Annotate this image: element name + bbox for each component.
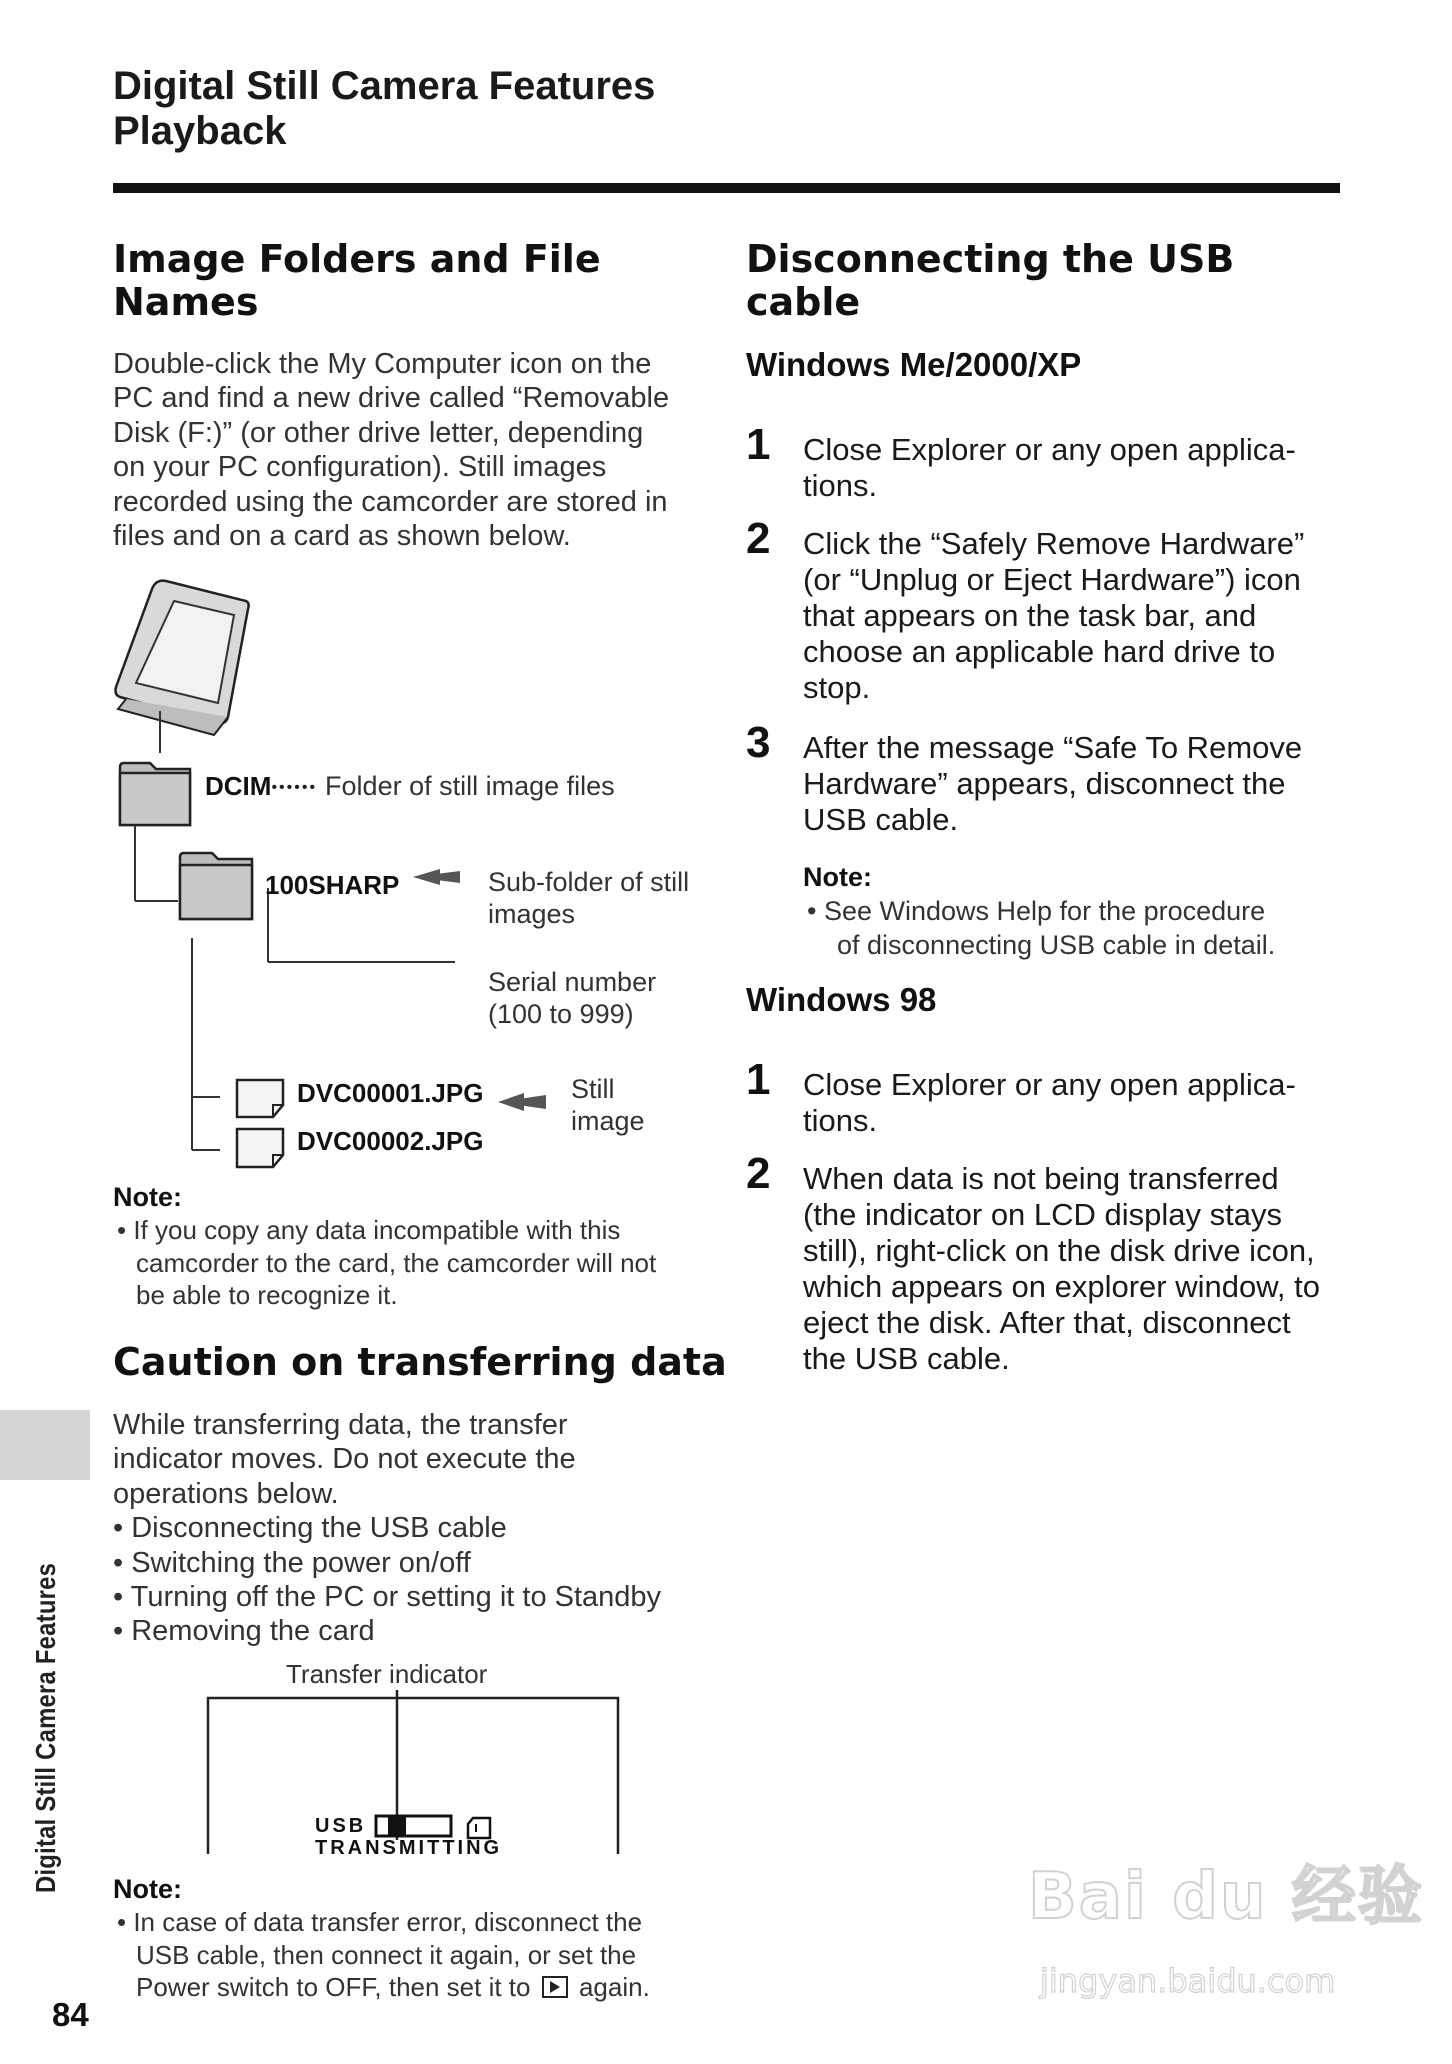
paragraph-line: files and on a card as shown below. — [113, 520, 571, 553]
image-folders-paragraph — [113, 347, 669, 553]
title-line: Image Folders and File — [113, 237, 601, 281]
label-line: (100 to 999) — [488, 999, 634, 1029]
title-line: cable — [746, 280, 861, 324]
label-line: images — [488, 899, 576, 929]
step-number: 2 — [746, 1149, 771, 1198]
note-line-part: Power switch to OFF, then set it to — [136, 1972, 531, 2002]
step-line: When data is not being transferred — [803, 1161, 1279, 1196]
note-title: Note: — [113, 1182, 182, 1212]
lcd-transmitting-text: TRANSMITTING — [315, 1837, 503, 1859]
paragraph-line: recorded using the camcorder are stored in — [113, 485, 668, 518]
note-body — [117, 1214, 656, 1312]
step-line: eject the disk. After that, disconnect — [803, 1305, 1291, 1340]
transfer-bar-icon — [376, 1816, 451, 1836]
step-text — [803, 1067, 1296, 1139]
label-line: Serial number — [488, 967, 657, 997]
section-title-disconnecting-usb — [746, 238, 1234, 324]
dcim-description: Folder of still image files — [325, 771, 615, 801]
section-title-image-folders — [113, 238, 601, 324]
paragraph-line: operations below. — [113, 1477, 339, 1510]
still-image-label — [571, 1073, 645, 1137]
step-text — [803, 1161, 1320, 1377]
header-rule — [113, 183, 1340, 193]
caution-paragraph — [113, 1408, 661, 1649]
step-number: 1 — [746, 420, 771, 469]
note-line: camcorder to the card, the camcorder will not — [136, 1247, 657, 1278]
step-line: USB cable. — [803, 802, 959, 837]
file-name-2: DVC00002.JPG — [297, 1126, 484, 1156]
step-line: which appears on explorer window, to — [803, 1269, 1320, 1304]
note-body — [807, 894, 1275, 962]
heading-windows-me: Windows Me/2000/XP — [746, 346, 1082, 383]
step-line: After the message “Safe To Remove — [803, 730, 1303, 765]
bullet-item: • Disconnecting the USB cable — [113, 1512, 507, 1545]
bullet-item: • Switching the power on/off — [113, 1546, 471, 1579]
subfolder-icon — [180, 853, 252, 919]
leader-dots: •••••• — [271, 779, 318, 796]
note-line: • See Windows Help for the procedure — [807, 896, 1266, 926]
dcim-folder-name: DCIM — [205, 771, 272, 801]
side-tab-marker — [0, 1410, 90, 1480]
step-line: still), right-click on the disk drive icon, — [803, 1233, 1315, 1268]
step-line: (the indicator on LCD display stays — [803, 1197, 1283, 1232]
section-title-caution: Caution on transferring data — [113, 1340, 727, 1384]
step-line: (or “Unplug or Eject Hardware”) icon — [803, 562, 1301, 597]
step-line: choose an applicable hard drive to — [803, 634, 1276, 669]
lcd-display-diagram — [200, 1690, 630, 1860]
paragraph-line: on your PC configuration). Still images — [113, 451, 607, 484]
bullet-item: • Removing the card — [113, 1615, 375, 1648]
title-line: Disconnecting the USB — [746, 237, 1235, 281]
header-section-title: Digital Still Camera Features — [113, 64, 656, 108]
heading-windows-98: Windows 98 — [746, 981, 937, 1018]
side-tab-text: Digital Still Camera Features — [30, 1562, 61, 1893]
subfolder-name: 100SHARP — [265, 870, 400, 900]
card-icon — [468, 1818, 490, 1838]
note-title: Note: — [803, 862, 872, 892]
step-line: tions. — [803, 468, 878, 503]
serial-number-label — [488, 966, 656, 1030]
step-line: that appears on the task bar, and — [803, 598, 1257, 633]
watermark-logo: Bai du 经验 — [1028, 1860, 1424, 1934]
note-line-part: again. — [578, 1972, 650, 2002]
paragraph-line: indicator moves. Do not execute the — [113, 1443, 576, 1476]
page-number: 84 — [52, 1996, 89, 2033]
transfer-indicator-label: Transfer indicator — [286, 1659, 488, 1689]
watermark-url: jingyan.baidu.com — [1040, 1962, 1336, 2000]
subfolder-description — [488, 866, 689, 930]
file-icon — [237, 1080, 283, 1117]
step-line: Click the “Safely Remove Hardware” — [803, 526, 1305, 561]
label-line: image — [571, 1106, 645, 1136]
note-line: of disconnecting USB cable in detail. — [837, 930, 1276, 960]
paragraph-line: While transferring data, the transfer — [113, 1409, 568, 1441]
title-line: Names — [113, 280, 259, 324]
step-line: Close Explorer or any open applica- — [803, 1067, 1296, 1102]
step-line: tions. — [803, 1103, 878, 1138]
label-line: Sub-folder of still — [488, 867, 690, 897]
step-line: the USB cable. — [803, 1341, 1010, 1376]
step-line: Close Explorer or any open applica- — [803, 432, 1296, 467]
header-subsection-title: Playback — [113, 109, 287, 153]
file-icon — [237, 1129, 283, 1167]
step-number: 1 — [746, 1055, 771, 1104]
bullet-item: • Turning off the PC or setting it to Standby — [113, 1581, 662, 1614]
note-line-with-icon — [117, 1971, 650, 2004]
memory-card-icon — [116, 581, 249, 735]
step-line: Hardware” appears, disconnect the — [803, 766, 1286, 801]
dcim-row — [205, 770, 615, 804]
step-number: 2 — [746, 514, 771, 563]
step-text — [803, 730, 1302, 838]
paragraph-line: Disk (F:)” (or other drive letter, depending — [113, 416, 644, 449]
label-line: Still — [571, 1074, 615, 1104]
file-name-1: DVC00001.JPG — [297, 1078, 484, 1108]
note-body — [117, 1906, 650, 2004]
step-text — [803, 526, 1304, 706]
note-line: be able to recognize it. — [136, 1280, 398, 1310]
step-number: 3 — [746, 718, 771, 767]
paragraph-line: PC and find a new drive called “Removable — [113, 382, 670, 415]
playback-icon — [542, 1976, 568, 1998]
note-title: Note: — [113, 1874, 182, 1904]
step-line: stop. — [803, 670, 871, 705]
lcd-usb-text: USB — [315, 1815, 367, 1837]
note-line: • In case of data transfer error, disconnect the — [117, 1907, 643, 1937]
dcim-folder-icon — [120, 763, 190, 825]
note-line: • If you copy any data incompatible with this — [117, 1215, 621, 1245]
paragraph-line: Double-click the My Computer icon on the — [113, 348, 652, 380]
page-header — [113, 64, 655, 154]
step-text — [803, 432, 1296, 504]
note-line: USB cable, then connect it again, or set the — [136, 1939, 637, 1970]
